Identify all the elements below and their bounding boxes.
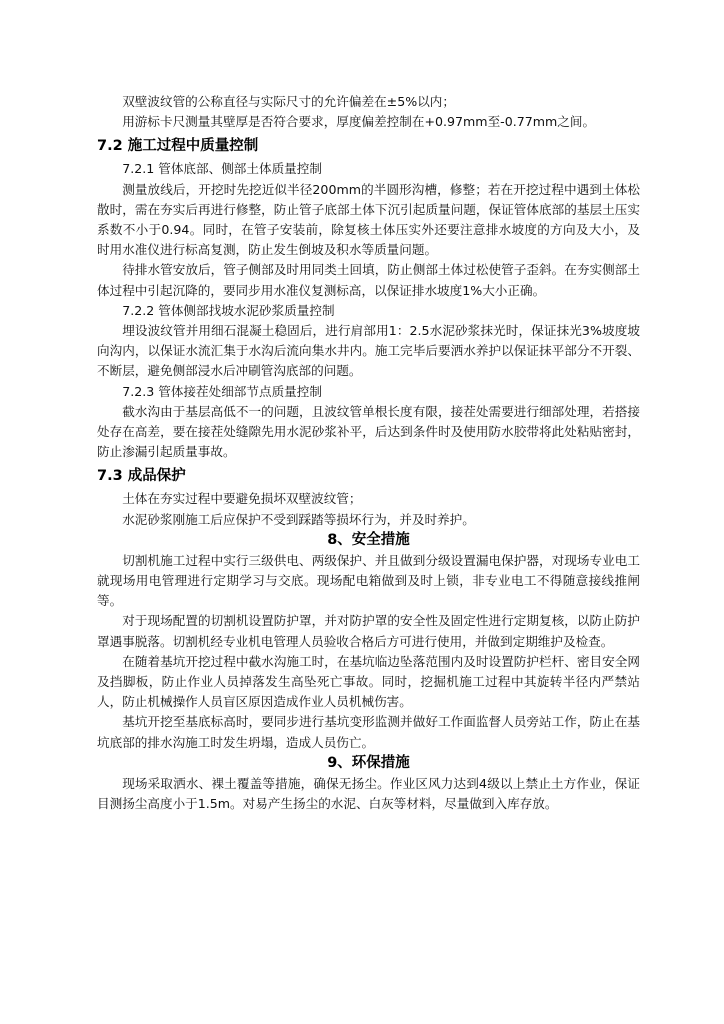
- paragraph-8-b: 对于现场配置的切割机设置防护罩，并对防护罩的安全性及固定性进行定期复核，以防止防护罩遇事脱落。切割机经专业机电管理人员验收合格后方可进行使用，并做到定期维护及检查。: [97, 613, 640, 649]
- paragraph-9: 现场采取洒水、裸土覆盖等措施，确保无扬尘。作业区风力达到4级以上禁止土方作业，保证目测扬尘高度小于1.5m。对易产生扬尘的水泥、白灰等材料，尽量做到入库存放。: [97, 775, 640, 812]
- paragraph-7-2-3: 截水沟由于基层高低不一的问题，且波纹管单根长度有限，接茬处需要进行细部处理，若搭接处存在高差，要在接茬处缝隙先用水泥砂浆补平，后达到条件时及使用防水胶带将此处粘贴密封，防止渗漏引起质量事故。: [97, 403, 640, 460]
- section-heading-7-2: 7.2 施工过程中质量控制: [97, 138, 259, 155]
- section-heading-8: 8、安全措施: [327, 531, 410, 548]
- subsection-heading-7-2-3: 7.2.3 管体接茬处细部节点质量控制: [122, 383, 322, 399]
- paragraph-7-2-1-a: 测量放线后，开挖时先挖近似半径200mm的半圆形沟槽，修整；若在开挖过程中遇到土体松散时，需在夯实后再进行修整，防止管子底部土体下沉引起质量问题，保证管体底部的基层土压实系数不小于0.94。同时，在管子安装前，除复核土体压实外还要注意排水坡度的方向及大小，及时用水准仪进行标高复测，防止发生倒坡及积水等质量问题。: [97, 181, 640, 258]
- paragraph-7-3-b: 水泥砂浆刚施工后应保护不受到踩踏等损坏行为，并及时养护。: [122, 511, 475, 527]
- paragraph-tolerance: 双壁波纹管的公称直径与实际尺寸的允许偏差在±5%以内；: [122, 94, 455, 109]
- paragraph-wall-thickness: 用游标卡尺测量其壁厚是否符合要求，厚度偏差控制在+0.97mm至-0.77mm之间。: [122, 114, 596, 130]
- paragraph-8-d: 基坑开挖至基底标高时，要同步进行基坑变形监测并做好工作面监督人员旁站工作，防止在基坑底部的排水沟施工时发生坍塌，造成人员伤亡。: [97, 714, 640, 750]
- paragraph-7-3-a: 土体在夯实过程中要避免损坏双壁波纹管；: [122, 491, 362, 507]
- paragraph-7-2-2: 埋设波纹管并用细石混凝土稳固后，进行肩部用1：2.5水泥砂浆抹光时，保证抹光3%坡度坡向沟内，以保证水流汇集于水沟后流向集水井内。施工完毕后要洒水养护以保证抹平部分不开裂、不断层，避免侧部浸水后冲刷管沟底部的问题。: [97, 323, 640, 379]
- section-heading-7-3: 7.3 成品保护: [97, 468, 186, 485]
- section-heading-9: 9、环保措施: [327, 754, 410, 771]
- subsection-heading-7-2-1: 7.2.1 管体底部、侧部土体质量控制: [122, 161, 322, 177]
- subsection-heading-7-2-2: 7.2.2 管体侧部找坡水泥砂浆质量控制: [122, 302, 335, 318]
- paragraph-7-2-1-b: 待排水管安放后，管子侧部及时用同类土回填，防止侧部土体过松使管子歪斜。在夯实侧部土体过程中引起沉降的，要同步用水准仪复测标高，以保证排水坡度1%大小正确。: [97, 262, 640, 298]
- paragraph-8-c: 在随着基坑开挖过程中截水沟施工时，在基坑临边坠落范围内及时设置防护栏杆、密目安全网及挡脚板，防止作业人员掉落发生高坠死亡事故。同时，挖掘机施工过程中其旋转半径内严禁站人，防止机械操作人员盲区原因造成作业人员机械伤害。: [97, 653, 640, 710]
- paragraph-8-a: 切割机施工过程中实行三级供电、两级保护、并且做到分级设置漏电保护器，对现场专业电工就现场用电管理进行定期学习与交底。现场配电箱做到及时上锁，非专业电工不得随意接线推闸等。: [97, 552, 640, 609]
